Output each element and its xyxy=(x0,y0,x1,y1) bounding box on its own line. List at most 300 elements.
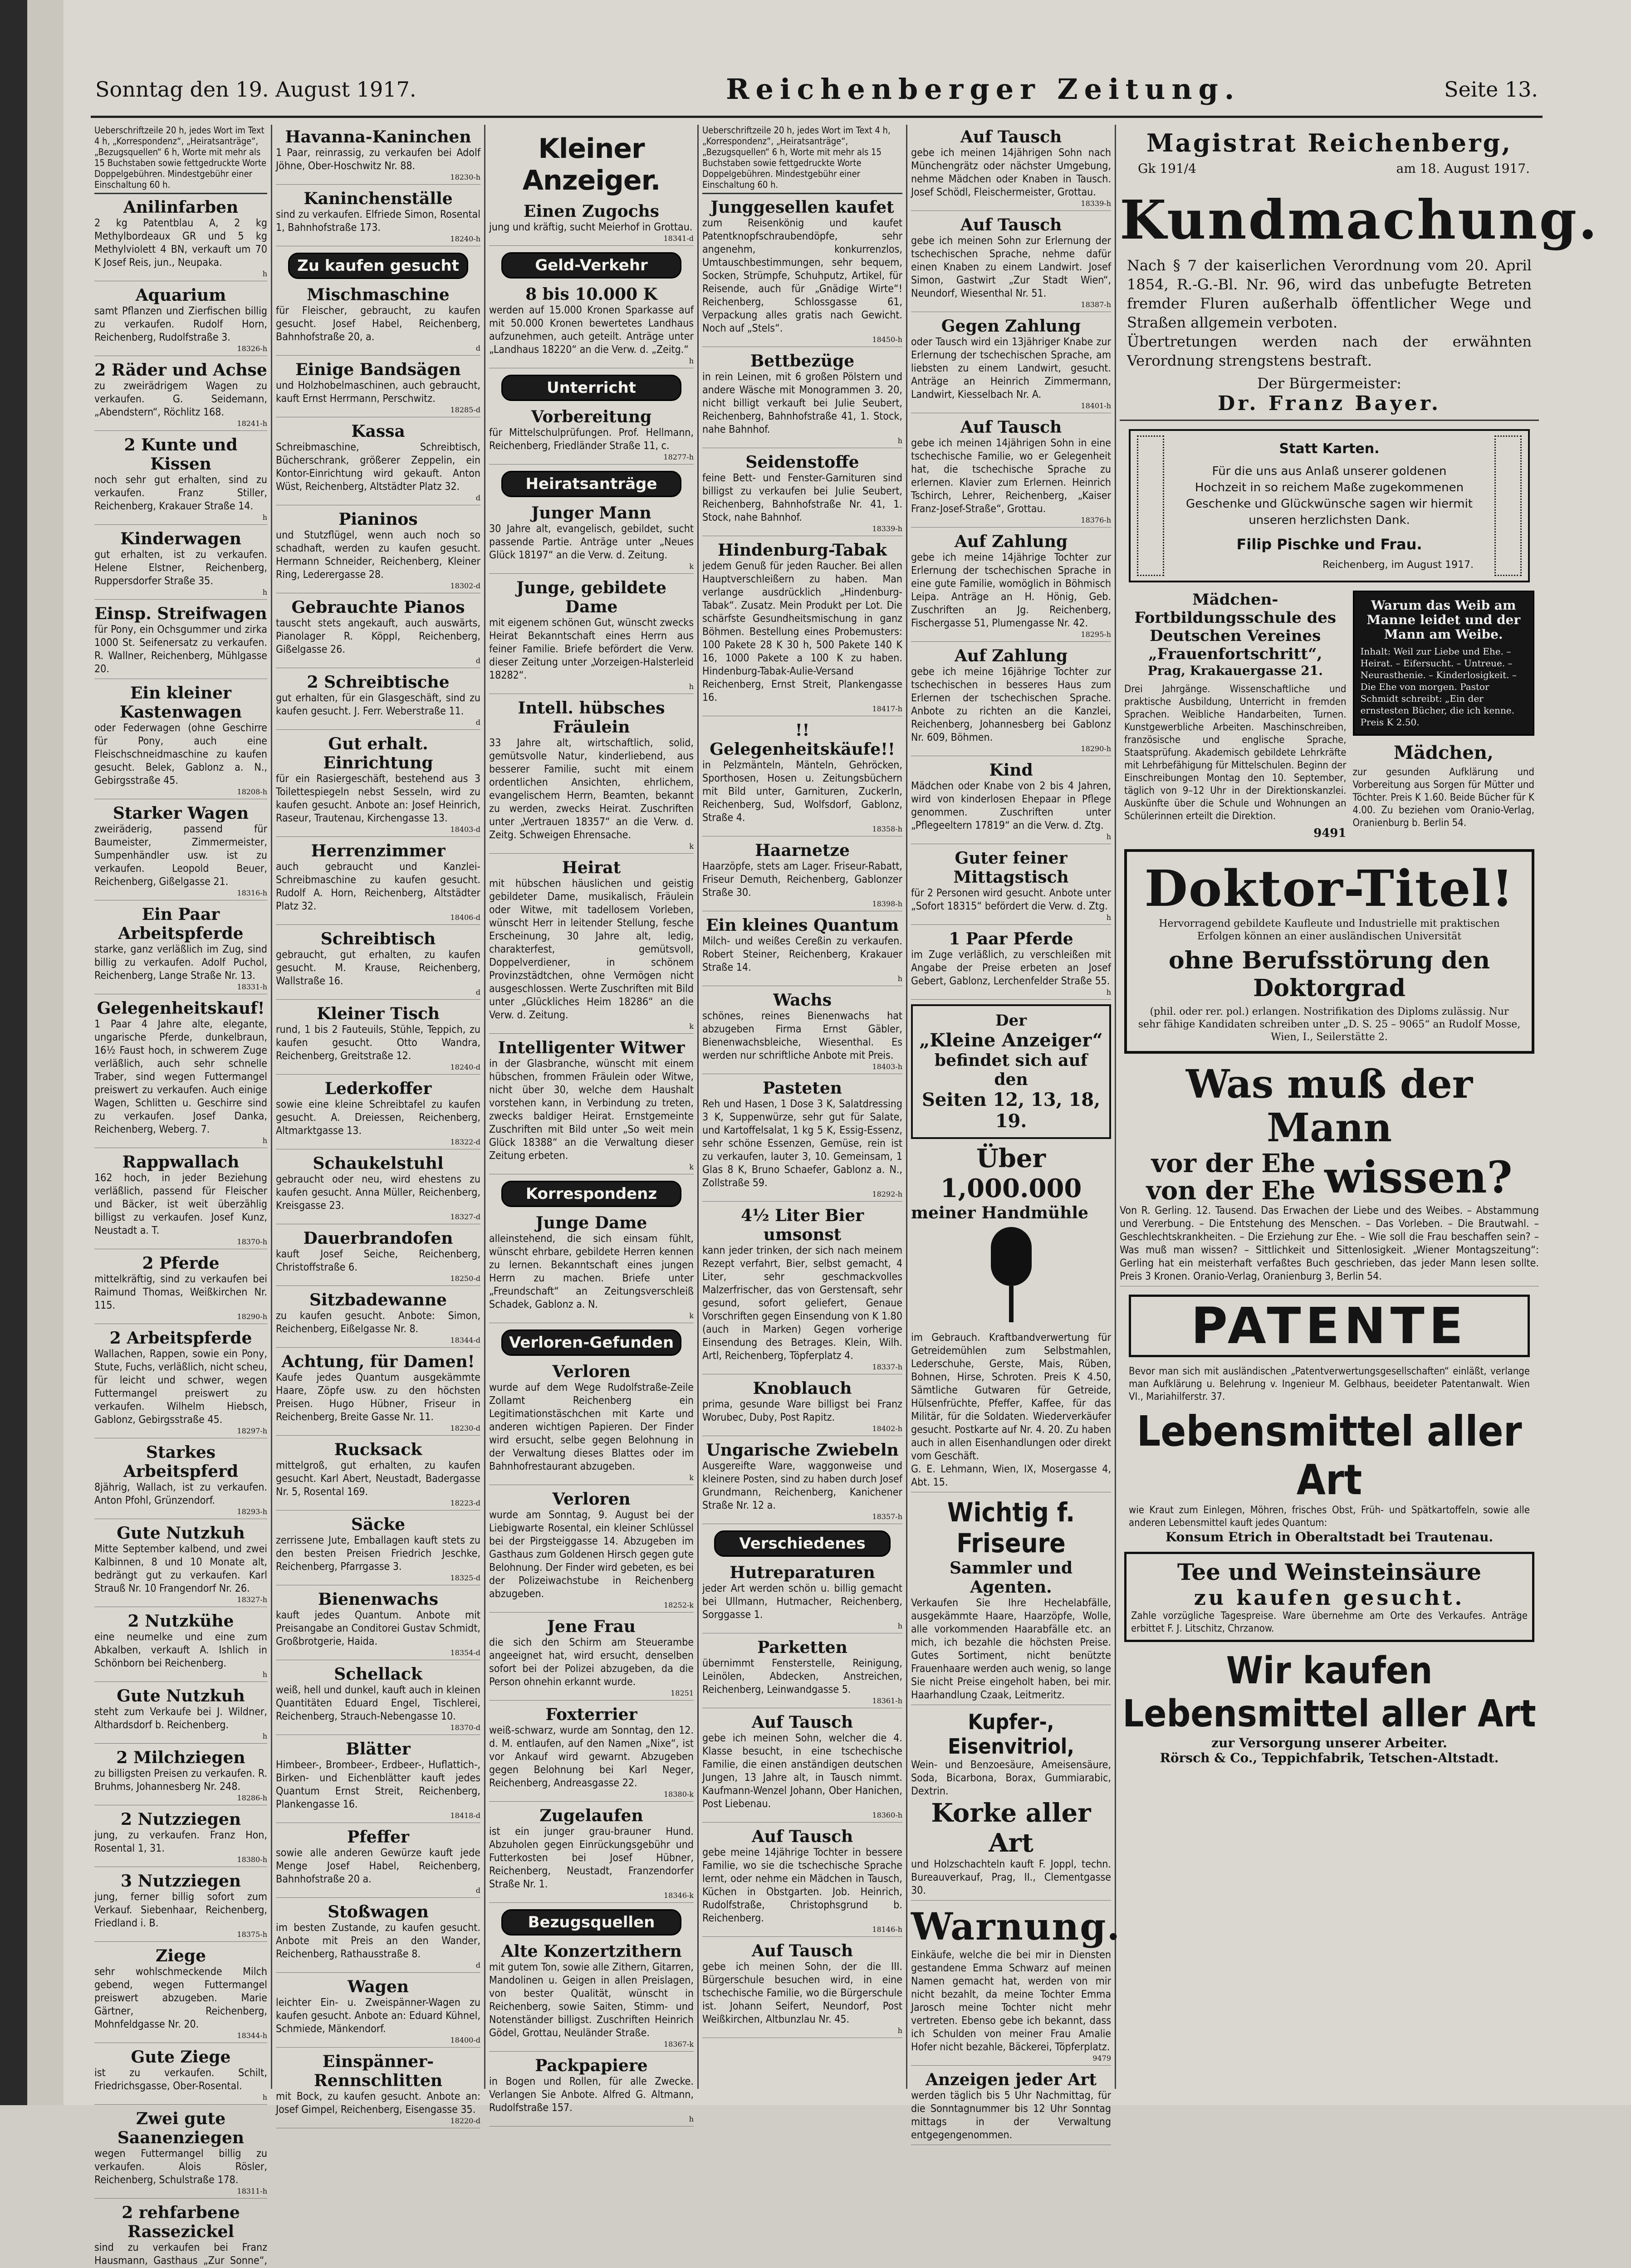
classified-ad-text: weiß-schwarz, wurde am Sonntag, den 12. d. M. entlaufen, auf den Namen „Nixe“, ist vor Ankauf wird gewarnt. Abzugeben gegen Belohnung bei Karl Neger, Reichenberg, Andreasgasse 22. xyxy=(489,1725,694,1789)
classified-ad-text: die sich den Schirm am Steuerambe angeeignet hat, wird ersucht, denselben sofort bei der Polizei abzugeben, da die Person ohnehin erkannt wurde. xyxy=(489,1637,694,1688)
book-ad-box xyxy=(1353,591,1535,736)
thanks-card-signature: Filip Pischke und Frau. xyxy=(1236,536,1422,553)
classified-ad-code: 18400-d xyxy=(450,2036,480,2044)
classified-ad-code: 18316-h xyxy=(237,889,267,897)
classified-ad xyxy=(911,418,1111,528)
classified-ad-title: Knoblauch xyxy=(753,1379,852,1398)
classified-ad-text: Himbeer-, Brombeer-, Erdbeer-, Huflattich-, Birken- und Eichenblätter kauft jedes Quantum Ernst Streit, Reichenberg, Plankengasse 16. xyxy=(276,1759,480,1810)
classified-ad-title: Pasteten xyxy=(763,1079,842,1098)
classified-ad-title: Auf Tausch xyxy=(960,418,1062,437)
friseure-ad xyxy=(911,1497,1111,1705)
classified-ad-text: gebe ich meinen Sohn, der die III. Bürgerschule besuchen wird, in eine tschechische Familie, wo die Bürgerschule ist. Johann Seifert, Neundorf, Post Weißkirchen, Altbunzlau Nr. 45. xyxy=(702,1961,902,2025)
classified-ad-text: mit gutem Ton, sowie alle Zithern, Gitarren, Mandolinen u. Geigen in allen Preislagen, von bester Qualität, wünscht in Reichenberg, sowie Saiten, Stimm- und Notenständer billigst. Zuschriften Heinrich Gödel, Grottau, Neuländer Straße. xyxy=(489,1961,694,2039)
decorative-border-left xyxy=(1137,435,1164,576)
classified-ad-title: 2 Räder und Achse xyxy=(94,361,267,380)
classified-ad-code: k xyxy=(689,1163,694,1171)
books-ad xyxy=(1353,591,1535,840)
classified-ad-title: Wagen xyxy=(348,1977,409,1996)
classified-ad xyxy=(94,435,267,525)
classified-ad-code: 18241-h xyxy=(237,419,267,428)
classified-ad-code: 18406-d xyxy=(450,913,480,922)
classified-ad xyxy=(489,1705,694,1802)
classified-ad-code: 18286-h xyxy=(237,1794,267,1802)
classified-ad xyxy=(702,721,902,836)
classified-ad-text: kann jeder trinken, der sich nach meinem Rezept verfahrt, Bier, selbst gemacht, 4 Liter, sehr geschmackvolles Malzerfrischer, das von Gerstensaft, sehr gesund, sofort geliefert, Genaue Vorschriften gegen Einsendung von K 1.80 (auch in Marken) Gegen vorherige Einsendung des Betrages. Klein, Wilh. Artl, Reichenberg, Töpferplatz 4. xyxy=(702,1245,902,1362)
classified-ad xyxy=(489,1038,694,1174)
classified-ad-title: Einspänner-Rennschlitten xyxy=(313,2052,443,2090)
classified-ad-title: Ein Paar Arbeitspferde xyxy=(118,905,244,943)
classified-ad-text: Mädchen oder Knabe von 2 bis 4 Jahren, wird von kinderlosen Ehepaar in Pflege genommen. Zuschriften unter „Pflegeeltern 17819“ an die Verw. d. Ztg. xyxy=(911,780,1111,831)
banner-line-2: „Kleine Anzeiger“ xyxy=(919,1030,1103,1051)
classified-ad-code: d xyxy=(475,1886,480,1895)
classified-ad-title: Kleiner Tisch xyxy=(317,1004,440,1023)
thanks-card-place: Reichenberg, im August 1917. xyxy=(1322,559,1474,571)
classified-ad-text: zu zweirädrigem Wagen zu verkaufen. G. Seidemann, „Abendstern“, Röchlitz 168. xyxy=(94,380,267,418)
kupfer-title: Kupfer-, Eisenvitriol, xyxy=(948,1710,1074,1759)
classified-ad-text: Milch- und weißes Cereßin zu verkaufen. Robert Steiner, Reichenberg, Krakauer Straße 14. xyxy=(702,935,902,973)
classified-ad-text: für Mittelschulprüfungen. Prof. Hellmann, Reichenberg, Friedländer Straße 11, c. xyxy=(489,427,694,452)
classified-ad-text: in der Glasbranche, wünscht mit einem hübschen, frommen Fräulein oder Witwe, nicht über 30, welche dem Haushalt vorstehen kann, in Verbindung zu treten, zwecks baldiger Heirat. Ernstgemeinte Zuschriften mit Bild unter „So weit mein Glück 18388“ an die Verwaltung dieser Zeitung erbeten. xyxy=(489,1058,694,1162)
classified-ad-code: h xyxy=(689,357,694,365)
classified-ad-text: für Pony, ein Ochsgummer und zirka 1000 St. Seifenersatz zu verkaufen. R. Wallner, Reichenberg, Mühlgasse 20. xyxy=(94,624,267,675)
classified-ad-code: d xyxy=(475,494,480,502)
classified-ad-text: rund, 1 bis 2 Fauteuils, Stühle, Teppich, zu kaufen gesucht. Otto Wandra, Reichenberg, Greitstraße 12. xyxy=(276,1024,480,1062)
classified-ad-code: 18380-h xyxy=(237,1855,267,1864)
classified-ad-text: in rein Leinen, mit 6 großen Pölstern und andere Wäsche mit Monogrammen 3. 20, nicht billigt verkauft bei Julie Seubert, Reichenberg, Bahnhofstraße 41, 1. Stock, nahe Bahnhof. xyxy=(702,371,902,435)
classified-ad xyxy=(702,1827,902,1937)
classified-ad-title: Foxterrier xyxy=(545,1705,637,1724)
classified-ad xyxy=(489,1213,694,1323)
mann-subtitle-line-1: vor der Ehe xyxy=(1151,1149,1316,1178)
classified-ad-text: sowie eine kleine Schreibtafel zu kaufen gesucht. A. Dreiessen, Reichenberg, Altmarktgasse 13. xyxy=(276,1099,480,1137)
classified-ad-title: Seidenstoffe xyxy=(745,453,859,472)
header-title: Reichenberger Zeitung. xyxy=(726,73,1241,106)
patente-title: PATENTE xyxy=(1129,1295,1530,1357)
ad-list-col2 xyxy=(276,127,480,2128)
classified-ad-code: 18357-h xyxy=(872,1512,902,1521)
classified-ad xyxy=(94,1153,267,1249)
classified-ad-text: jung, ferner billig sofort zum Verkauf. Siebenhaar, Reichenberg, Friedland i. B. xyxy=(94,1891,267,1929)
classified-ad-text: werden täglich bis 5 Uhr Nachmittag, für die Sonntagnummer bis 12 Uhr Sonntag mittags in der Verwaltung entgegengenommen. xyxy=(911,2090,1111,2141)
classified-ad xyxy=(276,189,480,246)
classified-ad-text: gut erhalten, ist zu verkaufen. Helene Elstner, Reichenberg, Ruppersdorfer Straße 35. xyxy=(94,549,267,587)
classified-ad-code: 18311-h xyxy=(237,2187,267,2195)
classified-ad xyxy=(94,361,267,431)
classified-ad-text: feine Bett- und Fenster-Garnituren sind billigst zu verkaufen bei Julie Seubert, Reichenberg, Bahnhofstraße Nr. 41, 1. Stock, nahe Bahnhof. xyxy=(702,472,902,523)
classified-ad-title: Gute Nutzkuh xyxy=(117,1686,245,1706)
classified-ad-text: kauft jedes Quantum. Anbote mit Preisangabe an Conditorei Gustav Schmidt, Großbrotgerie, Haida. xyxy=(276,1609,480,1647)
classified-ad-text: im besten Zustande, zu kaufen gesucht. Anbote mit Preis an den Wander, Reichenberg, Rathausstraße 8. xyxy=(276,1922,480,1960)
classified-ad-text: gebe meine 14jährige Tochter in bessere Familie, wo sie die tschechische Sprache lernt, oder nehme ein Mädchen in Tausch, Küchen in Obstgarten. Job. Heinrich, Rudolfstraße, Christophsgrund b. Reichenberg. xyxy=(702,1847,902,1924)
handmill-count: Über 1,000.000 xyxy=(940,1144,1082,1203)
section-title-kleiner-anzeiger: Kleiner Anzeiger. xyxy=(522,133,661,196)
classified-ad xyxy=(94,1524,267,1607)
classified-ad xyxy=(489,202,694,246)
classified-ad xyxy=(94,2203,267,2268)
classified-ad-title: Zugelaufen xyxy=(539,1806,643,1825)
classified-ad-title: Kinderwagen xyxy=(120,529,241,548)
classified-ad-title: Pianinos xyxy=(338,510,418,529)
classified-ad-text: übernimmt Fensterstelle, Reinigung, Leinölen, Abdecken, Anstreichen, Reichenberg, Leinwandgasse 5. xyxy=(702,1657,902,1696)
classified-ad-text: gebe ich meine 16jährige Tochter zur tschechischen in besseres Haus zum Erlernen der tschechischen Sprache. Anbote zu richten an die Kanzlei, Reichenberg, Johannesberg bei Gablonz Nr. 609, Böhmen. xyxy=(911,666,1111,743)
classified-ad-code: h xyxy=(1106,832,1111,841)
classified-ad-code: 18285-d xyxy=(450,406,480,414)
banner-line-3: befindet sich auf den xyxy=(934,1051,1088,1089)
classified-ad-code: 18292-h xyxy=(872,1190,902,1198)
classified-ad-code: 18376-h xyxy=(1081,516,1111,524)
doktor-titel-ad xyxy=(1124,849,1534,1054)
classified-ad-title: Gegen Zahlung xyxy=(941,317,1081,336)
classified-ad xyxy=(276,127,480,185)
ad-list-col4 xyxy=(702,198,902,2038)
classified-ad xyxy=(94,604,267,679)
classified-ad xyxy=(276,1590,480,1660)
wir-kaufen-text: zur Versorgung unserer Arbeiter. xyxy=(1211,1735,1447,1750)
classified-ad-text: gut erhalten, für ein Glasgeschäft, sind zu kaufen gesucht. J. Ferr. Weberstraße 11. xyxy=(276,692,480,717)
classified-ad-code: 18344-d xyxy=(450,1336,480,1344)
classified-ad xyxy=(702,1941,902,2038)
classified-ad-text: zweiräderig, passend für Baumeister, Zimmermeister, Sumpenhändler usw. ist zu verkaufen. Leopold Beuer, Reichenberg, Gißelgasse 21. xyxy=(94,823,267,888)
classified-ad-code: 18403-d xyxy=(450,825,480,834)
classified-ad xyxy=(94,1872,267,1942)
classified-ad-title: Wachs xyxy=(773,991,832,1010)
classified-ad-code: k xyxy=(689,562,694,571)
classified-ad-title: Gebrauchte Pianos xyxy=(291,598,465,617)
classified-ad xyxy=(911,929,1111,1000)
section-heading: Geld-Verkehr xyxy=(501,252,681,279)
classified-ad xyxy=(276,1828,480,1898)
classified-ad-title: Hutreparaturen xyxy=(730,1563,875,1582)
classified-ad-code: 18240-d xyxy=(450,1063,480,1071)
classified-ad-code: h xyxy=(262,2093,267,2102)
classified-ad xyxy=(276,1665,480,1735)
ad-conditions-right: Ueberschriftzeile 20 h, jedes Wort im Text 4 h, „Korrespondenz“, „Heiratsanträge“, „Bezugsquellen“ 6 h, Worte mit mehr als 15 Buchstaben sowie fettgedruckte Worte Doppelgebühren. Mindestgebühr einer Einschaltung 60 h. xyxy=(702,125,902,194)
classified-ad-title: Junge, gebildete Dame xyxy=(516,578,666,616)
classified-ad-code: 18361-h xyxy=(872,1696,902,1705)
classified-ad-title: Guter feiner Mittagstisch xyxy=(953,849,1069,887)
classified-ad-code: 18337-h xyxy=(872,1363,902,1371)
classified-ad-code: 18297-h xyxy=(237,1427,267,1435)
classified-ad-code: h xyxy=(262,513,267,522)
classified-ad xyxy=(489,285,694,368)
classified-ad-title: 3 Nutzziegen xyxy=(120,1872,241,1891)
tee-ad xyxy=(1124,1552,1534,1642)
classified-ad-code: k xyxy=(689,1473,694,1482)
classified-ad xyxy=(911,849,1111,925)
classified-ad-text: zu billigsten Preisen zu verkaufen. R. Bruhms, Johannesberg Nr. 248. xyxy=(94,1768,267,1793)
classified-ad-title: Sitzbadewanne xyxy=(309,1290,447,1310)
classified-ad-text: für Fleischer, gebraucht, zu kaufen gesucht. Josef Habel, Reichenberg, Bahnhofstraße 20, a. xyxy=(276,305,480,343)
handmill-text: im Gebrauch. Kraftbandverwertung für Getreidemühlen zum Selbstmahlen, Lederschuhe, Gerste, Mais, Rüben, Bohnen, Hirse, Schroten. Preis K 4.50, Sämtliche Gutwaren für Getreide, Hülsenfrüchte, Pfeffer, Kaffee, für das Militär, für die Soldaten. Wiederverkäufer gesucht. Postkarte auf Nr. 4. 20. Zu haben auch in allen Eisenhandlungen oder direkt vom Geschäft. xyxy=(911,1332,1111,1462)
classified-ad-code: 18230-d xyxy=(450,1424,480,1432)
ad-list-col5a xyxy=(911,127,1111,1000)
classified-ad xyxy=(276,510,480,593)
classified-ad-code: 18360-h xyxy=(872,1811,902,1819)
classified-ad-text: Haarzöpfe, stets am Lager. Friseur-Rabatt, Friseur Demuth, Reichenberg, Gablonzer Straße 30. xyxy=(702,860,902,899)
classified-ad-title: Intell. hübsches Fräulein xyxy=(518,699,665,737)
classified-ad-title: Hindenburg-Tabak xyxy=(718,541,887,560)
magistrat-number: Gk 191/4 xyxy=(1138,161,1196,176)
classified-ad-title: Achtung, für Damen! xyxy=(281,1352,475,1371)
classified-ad xyxy=(276,598,480,668)
classified-ad-code: 18230-h xyxy=(450,173,480,181)
friseure-subtitle: Sammler und Agenten. xyxy=(949,1559,1073,1597)
classified-ad xyxy=(94,529,267,600)
classified-ad-code: 18327-h xyxy=(237,1595,267,1604)
classified-ad-code: h xyxy=(897,2026,902,2035)
classified-ad-title: Verloren xyxy=(552,1490,631,1509)
classified-ad-title: Ziege xyxy=(156,1946,206,1965)
mann-text: Von R. Gerling. 12. Tausend. Das Erwachen der Liebe und des Weibes. – Abstammung und Vererbung. – Die Entstehung des Menschen. – Das Vorleben. – Die Brautwahl. – Geschlechtskrankheiten. – Die Erziehung zur Ehe. – Wie soll die Frau beschaffen sein? – Was muß man wissen? – Sittlichkeit und Sittenlosigkeit. „Wiener Montagszeitung“: Gerling hat ein meisterhaft verfaßtes Buch geschrieben, das jeder Mann lesen sollte. Preis 3 Kronen. Oranio-Verlag, Oranienburg 3, Berlin 54. xyxy=(1120,1205,1539,1282)
classified-ad xyxy=(276,1902,480,1973)
classified-ad-text: werden auf 15.000 Kronen Sparkasse auf mit 50.000 Kronen bewertetes Landhaus aufzunehmen, auch geteilt. Anträge unter „Landhaus 18220“ an die Verw. d. „Zeitg.“ xyxy=(489,304,694,356)
classified-ad-title: Auf Tausch xyxy=(960,127,1062,147)
classified-ad-code: 18277-h xyxy=(663,453,694,461)
classified-ad-code: 18220-d xyxy=(450,2116,480,2125)
handmill-illustration xyxy=(977,1227,1045,1327)
classified-ad-title: 2 Nutzziegen xyxy=(120,1810,241,1829)
classified-ad-code: d xyxy=(475,988,480,997)
fortbildung-and-books-row xyxy=(1120,591,1539,840)
classified-ad-title: Junger Mann xyxy=(531,503,651,523)
classified-ad-code: 18370-h xyxy=(237,1237,267,1246)
book-ad-text: Inhalt: Weil zur Liebe und Ehe. – Heirat. – Eifersucht. – Untreue. – Neurasthenie. – Kinderlosigkeit. – Die Ehe von morgen. Pastor Schmidt schreibt: „Ein der ernstesten Bücher, die ich kenne. Preis K 2.50. xyxy=(1360,646,1517,728)
header-page-number: Seite 13. xyxy=(1444,77,1538,102)
classified-ad xyxy=(94,1686,267,1744)
column-5 xyxy=(907,125,1121,2141)
classified-ad-title: Gelegenheitskauf! xyxy=(97,999,265,1018)
classified-ad-text: alleinstehend, die sich einsam fühlt, wünscht ehrbare, gebildete Herren kennen zu lernen. Bekanntschaft eines jungen Herrn zu machen. Briefe unter „Freundschaft“ an Zeitungsverschleiß Schadek, Gablonz a. N. xyxy=(489,1233,694,1310)
classified-ad-code: 18325-d xyxy=(450,1574,480,1582)
classified-ad xyxy=(702,1206,902,1374)
classified-ad-title: Auf Tausch xyxy=(960,215,1062,235)
classified-ad-text: Kaufe jedes Quantum ausgekämmte Haare, Zöpfe usw. zu den höchsten Preisen. Hugo Hübner, Friseur in Reichenberg, Breite Gasse Nr. 11. xyxy=(276,1372,480,1423)
warnung-code: 9479 xyxy=(1092,2054,1111,2063)
classified-ad-text: 30 Jahre alt, evangelisch, gebildet, sucht passende Partie. Anträge unter „Neues Glück 18197“ an die Verw. d. Zeitung. xyxy=(489,523,694,561)
classified-ad xyxy=(702,1379,902,1436)
classified-ad-title: 2 Arbeitspferde xyxy=(109,1329,252,1348)
page-edge-scan xyxy=(0,0,27,2105)
classified-ad-text: auch gebraucht und Kanzlei-Schreibmaschine zu kaufen gesucht. Rudolf A. Horn, Reichenberg, Altstädter Platz 32. xyxy=(276,861,480,912)
classified-ad xyxy=(276,673,480,730)
banner-line-1: Der xyxy=(995,1012,1027,1030)
classified-ad-text: für ein Rasiergeschäft, bestehend aus 3 Toilettespiegeln nebst Sesseln, wird zu kaufen gesucht. Anbote an: Josef Heinrich, Raseur, Trautenau, Kirchengasse 13. xyxy=(276,773,480,824)
handmill-title: meiner Handmühle xyxy=(911,1203,1088,1222)
classified-ad-text: gebe ich meinen 14jährigen Sohn in eine tschechische Familie, wo er Gelegenheit hat, die tschechische Sprache zu erlernen. Klavier zum Erlernen. Heinrich Tschirch, Lehrer, Reichenberg, „Kaiser Franz-Josef-Straße“, Grottau. xyxy=(911,437,1111,515)
classified-ad-text: mittelgroß, gut erhalten, zu kaufen gesucht. Karl Abert, Neustadt, Badergasse Nr. 5, Rosental 169. xyxy=(276,1460,480,1498)
classified-ad-text: jung, zu verkaufen. Franz Hon, Rosental 1, 31. xyxy=(94,1829,267,1854)
classified-ad-text: in Bogen und Rollen, für alle Zwecke. Verlangen Sie Anbote. Alfred G. Altmann, Rudolfstraße 157. xyxy=(489,2076,694,2114)
classified-ad-text: jeder Art werden schön u. billig gemacht bei Ullmann, Hutmacher, Reichenberg, Sorggasse 1. xyxy=(702,1583,902,1621)
classified-ad-code: h xyxy=(262,269,267,278)
classified-ad-title: Blätter xyxy=(346,1740,411,1759)
fortbildungsschule-address: Prag, Krakauergasse 21. xyxy=(1147,663,1323,678)
classified-ad xyxy=(911,127,1111,211)
magistrat-reference xyxy=(1120,161,1539,179)
mann-subtitle xyxy=(1120,1150,1539,1204)
classified-ad xyxy=(94,999,267,1148)
classified-ad-code: 18223-d xyxy=(450,1499,480,1507)
classified-ad-text: wurde am Sonntag, 9. August bei der Liebigwarte Rosental, ein kleiner Schlüssel bei der Pirgsteiggasse 14. Abzugeben im Gasthaus zum Goldenen Hirsch gegen gute Belohnung. Der Finder wird gebeten, es bei der Polizeiwachstube in Reichenberg abzugeben. xyxy=(489,1509,694,1600)
kupfer-ad xyxy=(911,1710,1111,1901)
classified-ad-text: gebe ich meine 14jährige Tochter zur Erlernung der tschechischen Sprache in eine gute Familie, womöglich in Böhmisch Leipa. Anträge an H. Hönig, Geb. Zuschriften an Jg. Reichenberg, Fischergasse 51, Plumengasse Nr. 42. xyxy=(911,552,1111,629)
ad-conditions-left: Ueberschriftzeile 20 h, jedes Wort im Text 4 h, „Korrespondenz“, „Heiratsanträge“, „Bezugsquellen“ 6 h, Worte mit mehr als 15 Buchstaben sowie fettgedruckte Worte Doppelgebühren. Mindestgebühr einer Einschaltung 60 h. xyxy=(94,125,267,194)
classified-ad-title: Bienenwachs xyxy=(318,1590,438,1609)
classified-ad-code: k xyxy=(689,842,694,850)
classified-ad-text: prima, gesunde Ware billigst bei Franz Worubec, Duby, Post Rapitz. xyxy=(702,1398,902,1423)
classified-ad-code: d xyxy=(475,656,480,665)
classified-ad-code: 18252-k xyxy=(664,1601,694,1609)
classified-ad xyxy=(276,1515,480,1585)
classified-ad xyxy=(702,916,902,986)
magistrat-date: am 18. August 1917. xyxy=(1396,161,1530,176)
classified-ad xyxy=(911,532,1111,642)
fortbildungsschule-ad xyxy=(1124,591,1347,840)
classified-ad xyxy=(276,1229,480,1286)
classified-ad xyxy=(276,2052,480,2128)
column-3 xyxy=(485,125,699,2123)
classified-ad-text: eine neumelke und eine zum Abkalben, verkauft A. Ishlich in Schönborn bei Reichenberg. xyxy=(94,1631,267,1669)
kundmachung-body-2: Übertretungen werden nach der erwähnten Verordnung strengstens bestraft. xyxy=(1127,333,1532,369)
friseure-title: Wichtig f. Friseure xyxy=(947,1497,1075,1559)
classified-ad-title: Packpapiere xyxy=(535,2056,648,2075)
classified-ad-text: steht zum Verkaufe bei J. Wildner, Althardsdorf b. Reichenberg. xyxy=(94,1706,267,1731)
classified-ad xyxy=(94,905,267,994)
classified-ad xyxy=(94,684,267,799)
classified-ad-title: Einen Zugochs xyxy=(524,202,659,221)
magistrat-title: Magistrat Reichenberg, xyxy=(1146,128,1513,157)
thanks-card-title: Statt Karten. xyxy=(1279,441,1380,457)
classified-ad-title: 1 Paar Pferde xyxy=(949,929,1073,948)
classified-ad-code: 18346-k xyxy=(664,1891,694,1900)
warnung-text: Einkäufe, welche die bei mir in Diensten gestandene Emma Schwarz auf meinen Namen gemacht hat, werden von mir nicht bezahlt, da meine Tochter Emma Jarosch meine Tochter nicht mehr vertreten. Ebenso gebe ich bekannt, dass ich Schulden von meiner Frau Amalie Hofer nicht bezahle, Bäckerei, Töpferplatz. xyxy=(911,1949,1111,2053)
classified-ad-title: 2 Nutzkühe xyxy=(127,1612,234,1631)
classified-ad-text: gebe ich meinen Sohn, welcher die 4. Klasse besucht, in eine tschechische Familie, die einen anständigen deutschen Jungen, 13 Jahre alt, in Tausch nimmt. Kaufmann-Wenzel Johann, Ober Hanichen, Post Liebenau. xyxy=(702,1732,902,1810)
classified-ad-text: für 2 Personen wird gesucht. Anbote unter „Sofort 18315“ befördert die Verw. d. Ztg. xyxy=(911,887,1111,912)
classified-ad-code: d xyxy=(475,344,480,352)
classified-ad xyxy=(489,1942,694,2052)
classified-ad xyxy=(489,1617,694,1701)
classified-ad-title: Schellack xyxy=(334,1665,422,1684)
classified-ad-code: k xyxy=(689,1022,694,1031)
classified-ad-code: 18339-h xyxy=(872,524,902,533)
classified-ad-text: im Zuge verläßlich, zu verschleißen mit Angabe der Preise erbeten an Josef Gebert, Gablonz, Lerchenfelder Straße 55. xyxy=(911,949,1111,987)
classified-ad-text: zu kaufen gesucht. Anbote: Simon, Reichenberg, Eißelgasse Nr. 8. xyxy=(276,1310,480,1335)
classified-ad-title: Aquarium xyxy=(135,286,226,305)
classified-ad-title: 2 Schreibtische xyxy=(307,673,450,692)
classified-ad-code: 18370-d xyxy=(450,1723,480,1732)
classified-ad xyxy=(911,215,1111,312)
classified-ad-text: in Pelzmänteln, Mänteln, Gehröcken, Sporthosen, Hosen u. Zeitungsbüchern mit Bild unter, Garnituren, Zuckerln, Reichenberg, Sud, Wolfsdorf, Gablonz, Straße 4. xyxy=(702,759,902,824)
classified-ad xyxy=(276,1740,480,1823)
doktor-titel-subtitle: ohne Berufsstörung den Doktorgrad xyxy=(1168,947,1490,1002)
classified-ad-text: 1 Paar 4 Jahre alte, elegante, ungarische Pferde, dunkelbraun, 16½ Faust hoch, in schwerem Zuge verläßlich, auch sehr schnelle Traber, sind wegen Futtermangel preiswert zu verkaufen. Auch einige Wagen, Schlitten u. Geschirre sind zu verkaufen. Josef Danka, Reichenberg, Weberg. 7. xyxy=(94,1018,267,1135)
classified-ad-text: 162 hoch, in jeder Beziehung verläßlich, passend für Fleischer und Bäcker, ist weit überzählig billigst zu verkaufen. Josef Kunz, Neustadt a. T. xyxy=(94,1172,267,1237)
classified-ad-code: 18327-d xyxy=(450,1212,480,1221)
classified-ad-code: h xyxy=(689,682,694,691)
classified-ad-text: schönes, reines Bienenwachs hat abzugeben Firma Ernst Gäbler, Bienenwachsbleiche, Wiesenthal. Es werden nur schriftliche Anbote mit Preis. xyxy=(702,1010,902,1061)
classified-ad-text: sowie alle anderen Gewürze kauft jede Menge Josef Habel, Reichenberg, Bahnhofstraße 20 a. xyxy=(276,1847,480,1885)
classified-ad-code: h xyxy=(262,588,267,596)
classified-ad-code: k xyxy=(689,1311,694,1320)
classified-ad xyxy=(489,578,694,694)
classified-ad-title: Ein kleines Quantum xyxy=(706,916,899,935)
classified-ad-text: wurde auf dem Wege Rudolfstraße-Zeile Zollamt Reichenberg ein Legitimationstäschchen mit Karte und anderen wichtigen Papieren. Der Finder wird ersucht, selbe gegen Belohnung in der Verwaltung dieses Blattes oder im Bahnhofrestaurant abzugeben. xyxy=(489,1382,694,1472)
warnung-title: Warnung. xyxy=(911,1905,1121,1949)
classified-ad-title: Säcke xyxy=(351,1515,406,1534)
classified-ad xyxy=(94,1443,267,1519)
classified-ad-title: Ein kleiner Kastenwagen xyxy=(119,684,242,722)
classified-ad-text: und Stutzflügel, wenn auch noch so schadhaft, werden zu kaufen gesucht. Hermann Schneider, Reichenberg, Kleiner Ring, Lederergasse 28. xyxy=(276,529,480,581)
classified-ad-code: 18293-h xyxy=(237,1507,267,1516)
classified-ad-text: 33 Jahre alt, wirtschaftlich, solid, gemütsvolle Natur, kinderliebend, aus besserer Familie, sucht mit einem ordentlichen Ansichten, ehrlichem, evangelischem Herrn, Beamten, bekannt zu werden, zwecks Heirat. Zuschriften unter „Vertrauen 18357“ an die Verw. d. Zeitg. Schweigen Ehrensache. xyxy=(489,737,694,841)
column-2 xyxy=(272,125,485,2125)
classified-ad-title: Schaukelstuhl xyxy=(313,1154,444,1173)
classified-ad xyxy=(911,761,1111,844)
classified-ad-code: 18322-d xyxy=(450,1138,480,1146)
classified-ad-text: leichter Ein- u. Zweispänner-Wagen zu kaufen gesucht. Anbote an: Eduard Kühnel, Schmiede, Mänkendorf. xyxy=(276,1997,480,2035)
tee-text: Zahle vorzügliche Tagespreise. Ware übernehme am Orte des Verkaufes. Anträge erbittet F. J. Litschitz, Chrzanow. xyxy=(1131,1610,1528,1634)
classified-ad-title: Stoßwagen xyxy=(328,1902,429,1921)
classified-ad-title: Gute Nutzkuh xyxy=(117,1524,245,1543)
decorative-border-right xyxy=(1494,435,1522,576)
classified-ad xyxy=(489,1490,694,1613)
classified-ad-title: Kaninchenställe xyxy=(304,189,453,208)
kundmachung-body-1: Nach § 7 der kaiserlichen Verordnung vom 20. April 1854, R.-G.-Bl. Nr. 96, wird das unbefugte Betreten fremder Fluren außerhalb öffentlicher Wege und Straßen allgemein verboten. xyxy=(1127,257,1532,331)
classified-ad-code: 18250-d xyxy=(450,1274,480,1283)
classified-ad-text: noch sehr gut erhalten, sind zu verkaufen. Franz Stiller, Reichenberg, Krakauer Straße 14. xyxy=(94,474,267,512)
madchen-book-title: Mädchen, xyxy=(1393,742,1494,763)
thanks-card xyxy=(1129,429,1530,582)
classified-ad-title: !! Gelegenheitskäufe!! xyxy=(710,721,895,759)
classified-ad xyxy=(276,422,480,505)
page-header xyxy=(91,68,1543,118)
classified-ad-code: h xyxy=(262,1136,267,1145)
classified-ad xyxy=(702,1079,902,1202)
classified-ad-code: 18339-h xyxy=(1081,199,1111,208)
classified-ad xyxy=(702,453,902,536)
kleiner-anzeiger-banner xyxy=(911,1004,1111,1139)
mayor-name: Dr. Franz Bayer. xyxy=(1120,392,1539,421)
classified-ad-title: Alte Konzertzithern xyxy=(501,1942,682,1961)
classified-ad-code: h xyxy=(262,1732,267,1740)
classified-ad-text: jedem Genuß für jeden Raucher. Bei allen Hauptverschleißern zu haben. Man verlange ausdrücklich „Hindenburg-Tabak“. Zusatz. Mein Produkt per Lot. Die schärfste Gesundheitsmischung in ganz Böhmen. Bestellung eines Probemusters: 100 Pakete 28 K 30 h, 500 Pakete 140 K 16, 1000 Pakete a 100 K zu haben. Hindenburg-Tabak-Aulie-Versand Reichenberg, Ernst Streit, Plankengasse 16. xyxy=(702,560,902,704)
header-date: Sonntag den 19. August 1917. xyxy=(95,77,416,102)
classified-ad xyxy=(702,1563,902,1633)
classified-ad-text: weiß, hell und dunkel, kauft auch in kleinen Quantitäten Eduard Engel, Tischlerei, Reichenberg, Strauch-Nebengasse 10. xyxy=(276,1684,480,1722)
classified-ad xyxy=(276,1290,480,1348)
column-4 xyxy=(699,125,907,2089)
classified-ad-text: 8jährig, Wallach, ist zu verkaufen. Anton Pfohl, Grünzendorf. xyxy=(94,1481,267,1506)
classified-ad-code: 18290-h xyxy=(1081,744,1111,753)
column-1 xyxy=(91,125,272,2267)
friseure-text: Verkaufen Sie Ihre Hechelabfälle, ausgekämmte Haare, Haarzöpfe, Wolle, alle vorkommenden Haarabfälle etc. an mich, ich bezahle die höchsten Preise. Gutes Sortiment, nicht benützte Frauenhaare werden auch wenig, so lange Sie nicht Preise eingeholt haben, bei mir. Haarhandlung Czaak, Leitmeritz. xyxy=(911,1597,1111,1701)
classified-ad-title: Heirat xyxy=(562,858,621,877)
classified-ad xyxy=(276,1440,480,1510)
classified-ad-code: 18358-h xyxy=(872,825,902,833)
banner-line-4: Seiten 12, 13, 18, 19. xyxy=(921,1089,1101,1132)
classified-ad-title: 2 Kunte und Kissen xyxy=(124,435,238,474)
classified-ad xyxy=(489,699,694,854)
classified-ad-title: Havanna-Kaninchen xyxy=(285,127,471,147)
classified-ad-title: Pfeffer xyxy=(347,1828,409,1847)
classified-ad-text: 2 kg Patentblau A, 2 kg Methylbordeaux GR und 5 kg Methylviolett 4 BN, verkauft um 70 K Josef Reis, jun., Neupaka. xyxy=(94,217,267,269)
handmill-ad xyxy=(911,1144,1111,1492)
classified-ad-title: 8 bis 10.000 K xyxy=(525,285,657,304)
classified-ad-title: 2 Milchziegen xyxy=(116,1748,245,1767)
section-heading: Unterricht xyxy=(501,375,681,401)
classified-ad-text: samt Pflanzen und Zierfischen billig zu verkaufen. Rudolf Horn, Reichenberg, Rudolfstraße 3. xyxy=(94,305,267,343)
